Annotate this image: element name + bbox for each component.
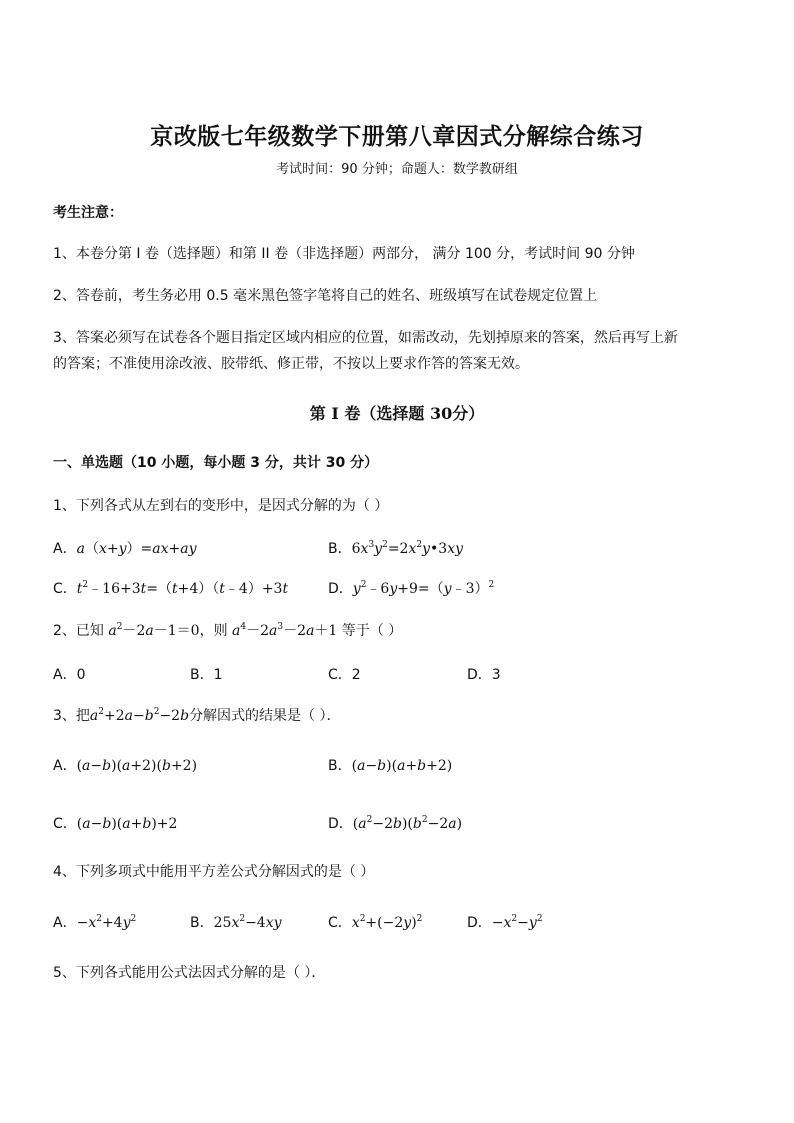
question-1-stem: 1、下列各式从左到右的变形中，是因式分解的为（ ） xyxy=(53,498,389,514)
question-2-stem: 2、已知 $a^2-2a-1=0$，则 $a^4-2a^3-2a+1$ 等于（ ） xyxy=(53,622,403,639)
question-4-option-a: A．$-x^2+4y^2$ xyxy=(53,914,137,931)
document-title: 京改版七年级数学下册第八章因式分解综合练习 xyxy=(150,123,644,150)
question-1-option-b: B．$6x^3y^2=2x^2y•3xy$ xyxy=(328,540,464,557)
question-2-option-a: A．0 xyxy=(53,667,86,683)
question-1-option-a: A．a（x+y）=ax+ay xyxy=(53,541,197,557)
question-5-stem: 5、下列各式能用公式法因式分解的是（ ）． xyxy=(53,965,326,981)
part-heading: 一、单选题（10 小题，每小题 3 分，共计 30 分） xyxy=(53,455,379,471)
question-4-stem: 4、下列多项式中能用平方差公式分解因式的是（ ） xyxy=(53,864,375,880)
question-1-option-d: D．$y^2﹣6y+9=(y﹣3)^2$ xyxy=(328,580,495,597)
question-3-stem: 3、把$a^2+2a-b^2-2b$分解因式的结果是（ ）． xyxy=(53,707,341,724)
question-3-option-a: A．(a−b)(a+2)(b+2) xyxy=(53,758,198,774)
notice-heading: 考生注意： xyxy=(53,205,123,221)
notice-item-1: 1、本卷分第 I 卷（选择题）和第 II 卷（非选择题）两部分， 满分 100 分，考试时间 90 分钟 xyxy=(53,246,635,262)
question-1-option-c: C．$t^2﹣16+3t=(t+4)(t﹣4)+3t$ xyxy=(53,580,289,597)
notice-item-3-line-1: 3、答案必须写在试卷各个题目指定区域内相应的位置，如需改动，先划掉原来的答案，然后再写上新 xyxy=(53,330,678,346)
question-4-option-d: D．$-x^2-y^2$ xyxy=(467,914,543,931)
question-2-option-b: B．1 xyxy=(190,667,223,683)
section-title: 第 I 卷（选择题 30分） xyxy=(309,404,485,423)
notice-item-3-line-2: 的答案；不准使用涂改液、胶带纸、修正带，不按以上要求作答的答案无效。 xyxy=(53,356,529,372)
question-3-option-c: C．(a−b)(a+b)+2 xyxy=(53,816,178,832)
question-4-option-c: C．$x^2+(-2y)^2$ xyxy=(328,914,423,931)
question-3-option-b: B．(a−b)(a+b+2) xyxy=(328,758,453,774)
exam-info: 考试时间：90 分钟；命题人：数学教研组 xyxy=(276,162,518,177)
question-2-option-c: C．2 xyxy=(328,667,361,683)
notice-item-2: 2、答卷前，考生务必用 0.5 毫米黑色签字笔将自己的姓名、班级填写在试卷规定位置上 xyxy=(53,288,598,304)
question-4-option-b: B．$25x^2-4xy$ xyxy=(190,914,282,931)
question-3-option-d: D．$(a^2-2b)(b^2-2a)$ xyxy=(328,815,463,832)
question-2-option-d: D．3 xyxy=(467,667,501,683)
